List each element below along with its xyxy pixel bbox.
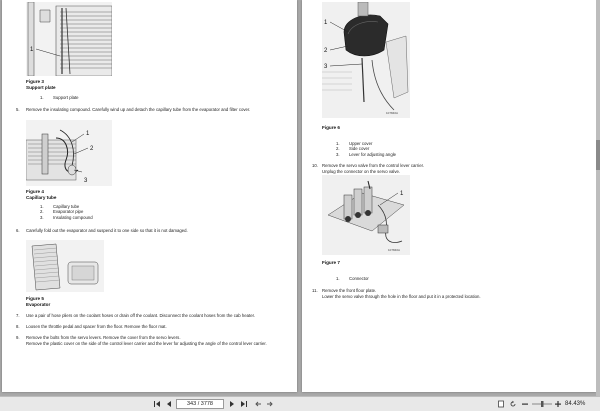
figure-4-title: Figure 4 <box>26 189 44 194</box>
figure-6-code: 107840A <box>386 111 399 115</box>
step-6-number: 6. <box>16 228 20 233</box>
figure-4-callout-2: 2 <box>90 146 94 152</box>
figure-3-title: Figure 3 <box>26 79 44 84</box>
back-icon[interactable] <box>253 399 263 409</box>
figure-4-image <box>26 120 112 186</box>
step-9-line-2: Remove the plastic cover on the side of the control lever carrier and the lever for adjusting the angle of the control lever carrier. <box>26 341 267 346</box>
step-6-text: Carefully fold out the evaporator and suspend it to one side so that it is not damaged. <box>26 228 188 233</box>
zoom-out-icon[interactable] <box>520 399 530 409</box>
figure-6-legend <box>336 141 396 157</box>
figure-3-callout-1: 1 <box>30 47 34 53</box>
figure-7-code: 107840A <box>388 248 401 252</box>
figure-7-title: Figure 7 <box>322 260 340 265</box>
figure-5-image <box>26 240 104 292</box>
figure-4-legend <box>40 204 93 220</box>
figure-4-callout-3: 3 <box>84 178 88 184</box>
figure-7-callout-1: 1 <box>400 191 404 197</box>
figure-6-callout-1: 1 <box>324 20 328 26</box>
viewer-toolbar <box>0 396 600 411</box>
step-8-text: Loosen the throttle pedal and spacer from the floor. Remove the floor mat. <box>26 324 167 329</box>
step-11-line-2: Lower the servo valve through the hole in the floor and put it in a protected location. <box>322 294 481 299</box>
scrollbar-thumb[interactable] <box>596 140 600 170</box>
rotate-icon[interactable] <box>508 399 518 409</box>
step-9-line-1: Remove the bolts from the servo levers. Remove the cover from the servo levers. <box>26 335 181 340</box>
figure-6-callout-3: 3 <box>324 64 328 70</box>
fit-page-icon[interactable] <box>496 399 506 409</box>
legend-item: 2. Evaporator pipe <box>40 209 84 215</box>
step-5-text: Remove the insulating compound. Carefully wind up and detach the capillary tube from the evaporator and filter cover. <box>26 107 251 112</box>
step-9-number: 9. <box>16 335 20 340</box>
step-8-number: 8. <box>16 324 20 329</box>
figure-6-image <box>322 2 410 118</box>
previous-page-icon[interactable] <box>164 399 174 409</box>
step-11-number: 11. <box>312 288 318 293</box>
next-page-icon[interactable] <box>227 399 237 409</box>
legend-item: 2. Side cover <box>336 146 370 152</box>
zoom-level[interactable]: 84.43% <box>565 401 586 407</box>
legend-item: 3. Insulating compound <box>40 214 93 220</box>
figure-7-legend <box>336 276 369 281</box>
page-number-input[interactable]: 343 / 3778 <box>176 399 224 409</box>
legend-item: 1. Upper cover <box>336 141 373 146</box>
step-10-number: 10. <box>312 163 318 168</box>
legend-item: 1. Support plate <box>40 95 79 100</box>
forward-icon[interactable] <box>265 399 275 409</box>
figure-3-subtitle: Support plate <box>26 85 56 90</box>
page-right <box>302 0 596 392</box>
figure-5-subtitle: Evaporator <box>26 302 51 307</box>
figure-5-title: Figure 5 <box>26 296 44 301</box>
page-left <box>2 0 297 392</box>
figure-3-image <box>26 2 112 76</box>
legend-item: 1. Capillary tube <box>40 204 80 209</box>
figure-4-subtitle: Capillary tube <box>26 195 57 200</box>
step-10-line-1: Remove the servo valve from the control lever carrier. <box>322 163 424 168</box>
figure-3-legend <box>40 95 79 100</box>
vertical-scrollbar[interactable] <box>596 0 600 396</box>
legend-item: 1. Connector <box>336 276 369 281</box>
first-page-icon[interactable] <box>152 399 162 409</box>
step-5-number: 5. <box>16 107 20 112</box>
step-11-line-1: Remove the front floor plate. <box>322 288 377 293</box>
figure-6-title: Figure 6 <box>322 125 340 130</box>
step-10-line-2: Unplug the connector on the servo valve. <box>322 169 401 174</box>
last-page-icon[interactable] <box>239 399 249 409</box>
figure-4-callout-1: 1 <box>86 131 90 137</box>
step-7-number: 7. <box>16 313 20 318</box>
step-7-text: Use a pair of hose pliers on the coolant hoses or drain off the coolant. Disconnect the coolant hoses from the cab heater. <box>26 313 255 318</box>
zoom-in-icon[interactable] <box>553 399 563 409</box>
figure-7-image <box>322 175 410 255</box>
legend-item: 3. Lever for adjusting angle <box>336 151 397 157</box>
zoom-slider[interactable] <box>532 399 552 409</box>
figure-6-callout-2: 2 <box>324 48 328 54</box>
